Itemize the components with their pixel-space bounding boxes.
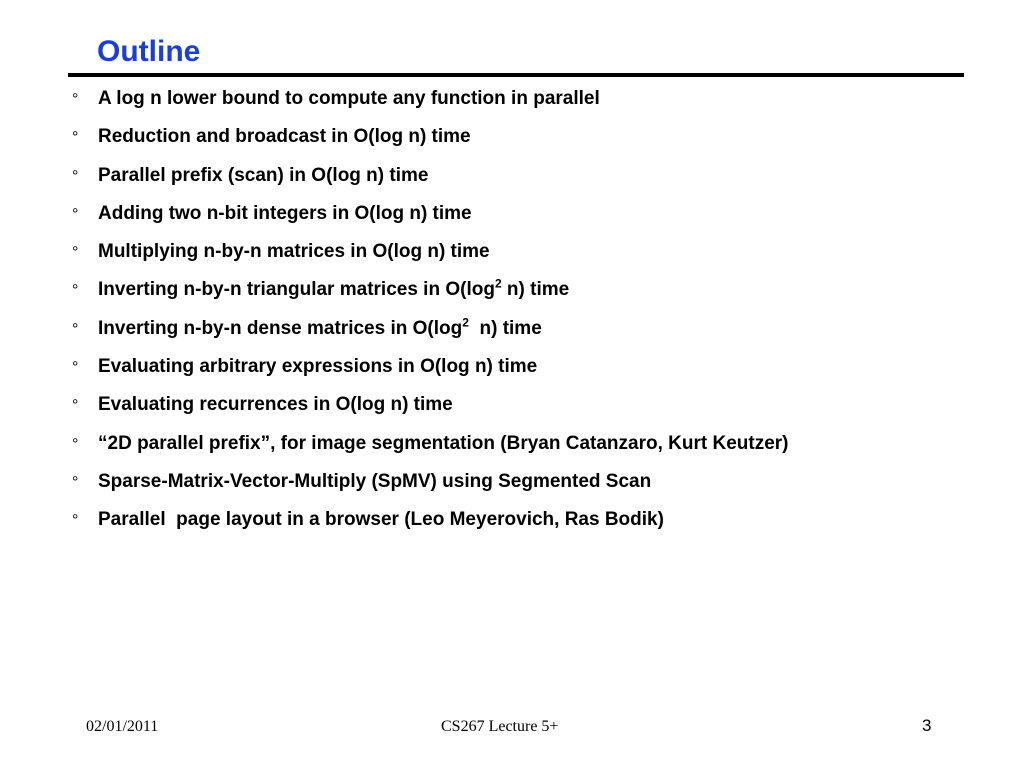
- footer-course-title: CS267 Lecture 5+: [441, 718, 559, 735]
- title-divider: [68, 73, 964, 77]
- bullet-marker: °: [72, 91, 79, 108]
- list-item: [72, 118, 789, 156]
- bullet-text: [98, 195, 472, 233]
- bullet-text-main: A log n lower bound to compute any function in parallel: [98, 88, 600, 109]
- slide-title: Outline: [97, 35, 201, 68]
- bullet-text: [98, 348, 537, 386]
- bullet-text: [98, 80, 600, 118]
- bullet-marker: °: [72, 359, 79, 377]
- list-item: [72, 233, 789, 271]
- list-item: [72, 348, 789, 386]
- bullet-text: [98, 157, 428, 195]
- list-item: [72, 80, 789, 118]
- bullet-text-main: Inverting n-by-n dense matrices in O(log: [98, 317, 463, 339]
- bullet-text-tail: n) time: [468, 317, 542, 339]
- bullet-text-main: Parallel prefix (scan) in O(log n) time: [98, 164, 429, 186]
- bullet-text: [98, 233, 490, 271]
- slide-page-number: 3: [922, 716, 932, 735]
- superscript-exponent: 2: [494, 277, 502, 292]
- bullet-text: [98, 425, 789, 463]
- list-item: [72, 463, 789, 501]
- bullet-text-main: Adding two n-bit integers in O(log n) time: [98, 202, 472, 224]
- bullet-text-main: “2D parallel prefix”, for image segmentation (Bryan Catanzaro, Kurt Keutzer): [98, 432, 789, 454]
- bullet-text-main: Sparse-Matrix-Vector-Multiply (SpMV) using Segmented Scan: [98, 470, 652, 492]
- bullet-text-tail: n) time: [501, 279, 570, 301]
- bullet-text: [98, 463, 651, 501]
- list-item: [72, 195, 789, 233]
- list-item: [72, 425, 789, 463]
- list-item: [72, 501, 789, 539]
- bullet-marker: °: [72, 244, 79, 262]
- bullet-marker: °: [72, 473, 79, 491]
- bullet-text: [98, 310, 542, 348]
- bullet-marker: °: [72, 320, 79, 338]
- bullet-marker: °: [72, 205, 79, 223]
- bullet-text-main: Inverting n-by-n triangular matrices in O(log: [98, 279, 495, 301]
- footer-date: 02/01/2011: [86, 718, 159, 735]
- bullet-marker: °: [72, 435, 79, 453]
- list-item: [72, 310, 789, 348]
- bullet-text-main: Multiplying n-by-n matrices in O(log n) time: [98, 241, 490, 263]
- bullet-marker: °: [72, 167, 79, 185]
- bullet-text: [98, 386, 453, 424]
- bullet-marker: °: [72, 397, 79, 415]
- bullet-marker: °: [72, 512, 79, 530]
- bullet-text-main: Parallel page layout in a browser (Leo Meyerovich, Ras Bodik): [98, 509, 664, 531]
- bullet-marker: °: [72, 129, 79, 147]
- list-item: [72, 386, 789, 424]
- bullet-text-main: Reduction and broadcast in O(log n) time: [98, 126, 471, 148]
- bullet-marker: °: [72, 282, 79, 300]
- bullet-text-main: Evaluating recurrences in O(log n) time: [98, 394, 453, 416]
- list-item: [72, 157, 789, 195]
- bullet-text: [98, 118, 471, 156]
- superscript-exponent: 2: [462, 315, 469, 330]
- bullet-list: [72, 80, 789, 540]
- list-item: [72, 271, 789, 309]
- bullet-text-main: Evaluating arbitrary expressions in O(log n) time: [98, 356, 538, 378]
- bullet-text: [98, 501, 664, 539]
- bullet-text: [98, 271, 569, 309]
